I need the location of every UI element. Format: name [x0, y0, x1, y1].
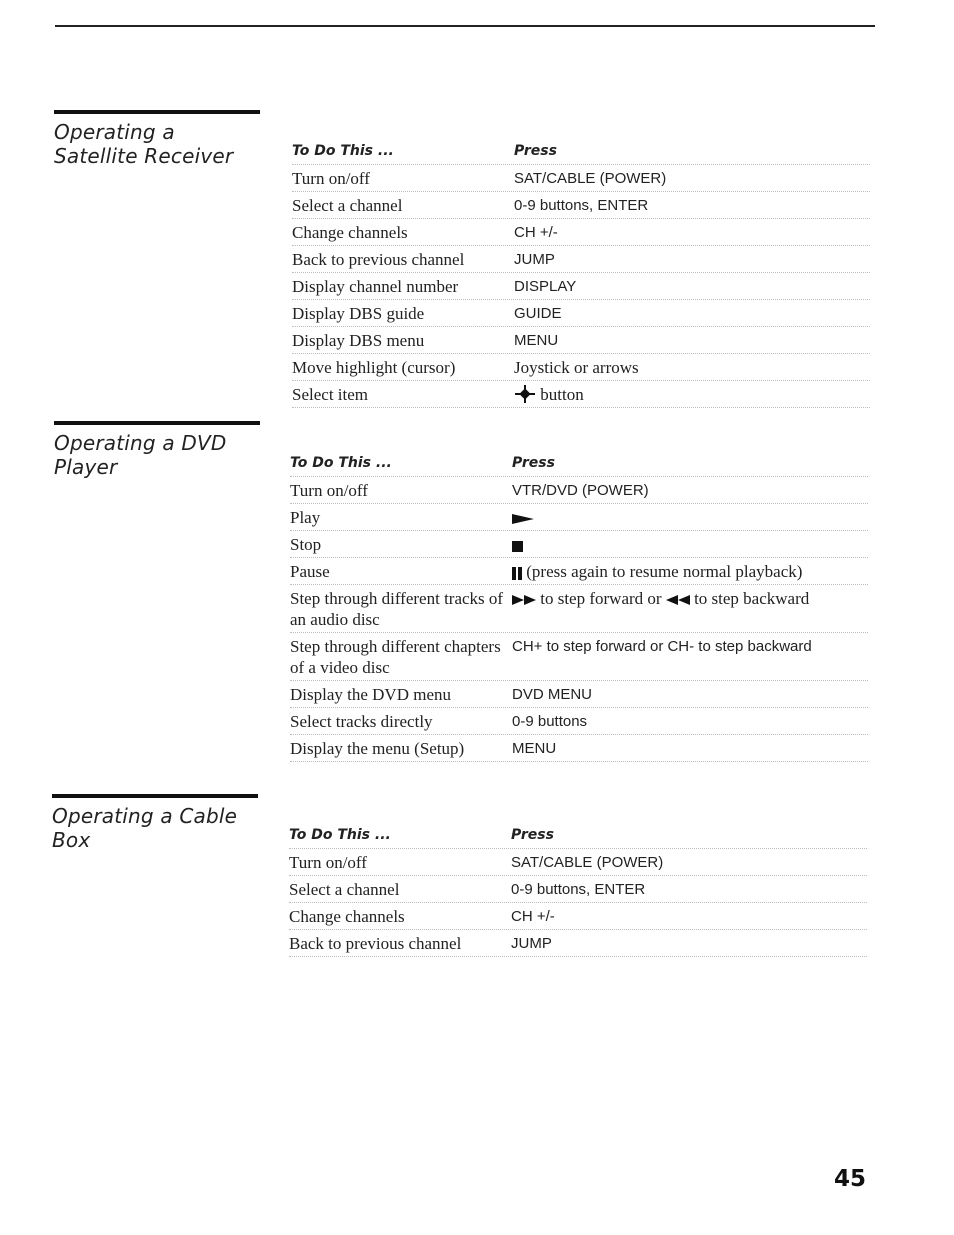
- col-header-action: To Do This ...: [290, 455, 392, 471]
- row-action: Select item: [292, 385, 369, 404]
- row-press: JUMP: [511, 935, 552, 952]
- stop-square-icon: [512, 541, 523, 552]
- row-press: 0-9 buttons: [512, 713, 588, 730]
- row-press: VTR/DVD (POWER): [512, 482, 649, 499]
- row-action: Display DBS menu: [292, 331, 425, 350]
- table-header: [289, 822, 867, 849]
- col-header-press: Press: [514, 143, 557, 159]
- forward-text: to step forward or: [540, 589, 662, 608]
- row-press: SAT/CABLE (POWER): [514, 170, 667, 187]
- rewind-icon: [666, 595, 690, 605]
- cable-table: [289, 822, 867, 957]
- row-action: Turn on/off: [292, 169, 370, 188]
- enter-cross-icon: [514, 385, 536, 403]
- table-row: [292, 273, 870, 300]
- row-press: [512, 504, 868, 530]
- col-header-press: Press: [511, 827, 554, 843]
- row-action: Pause: [290, 562, 330, 581]
- row-press: MENU: [512, 740, 557, 757]
- row-press: DISPLAY: [514, 278, 577, 295]
- table-row: [292, 381, 870, 408]
- table-row: [289, 903, 867, 930]
- table-row: [289, 876, 867, 903]
- row-action: Display the menu (Setup): [290, 739, 465, 758]
- row-action: Back to previous channel: [289, 934, 462, 953]
- row-action: Select a channel: [289, 880, 400, 899]
- table-row: [290, 531, 868, 558]
- table-row: [290, 633, 868, 681]
- table-header: [292, 138, 870, 165]
- row-press: DVD MENU: [512, 686, 593, 703]
- table-row: [290, 681, 868, 708]
- col-header-action: To Do This ...: [292, 143, 394, 159]
- row-action: Back to previous channel: [292, 250, 465, 269]
- row-press: JUMP: [514, 251, 555, 268]
- table-row: [290, 585, 868, 633]
- row-press: [512, 558, 868, 584]
- table-row: [292, 300, 870, 327]
- row-action: Turn on/off: [290, 481, 368, 500]
- row-action: Display channel number: [292, 277, 459, 296]
- pause-bars-icon: [512, 567, 522, 580]
- row-press: [512, 531, 868, 557]
- section-title: Operating a Cable Box: [52, 804, 238, 852]
- row-press: GUIDE: [514, 305, 562, 322]
- row-action: Change channels: [292, 223, 408, 242]
- section-title: Operating a Satellite Receiver: [54, 120, 234, 168]
- row-press: SAT/CABLE (POWER): [511, 854, 664, 871]
- table-row: [290, 708, 868, 735]
- top-rule: [55, 25, 875, 27]
- section-heading: [52, 794, 258, 852]
- table-row: [290, 504, 868, 531]
- table-row: [290, 558, 868, 585]
- section-heading: [54, 110, 260, 168]
- row-action: Move highlight (cursor): [292, 358, 456, 377]
- fast-forward-icon: [512, 595, 536, 605]
- row-action: Change channels: [289, 907, 405, 926]
- backward-text: to step backward: [694, 589, 810, 608]
- row-press: CH+ to step forward or CH- to step backward: [512, 638, 812, 655]
- section-title: Operating a DVD Player: [54, 431, 227, 479]
- row-press: CH +/-: [511, 908, 555, 925]
- table-header: [290, 450, 868, 477]
- row-press: Joystick or arrows: [514, 358, 639, 377]
- col-header-press: Press: [512, 455, 555, 471]
- table-row: [289, 849, 867, 876]
- row-action: Play: [290, 508, 321, 527]
- table-row: [290, 735, 868, 762]
- select-button-label: button: [540, 385, 584, 404]
- section-heading: [54, 421, 260, 479]
- table-row: [292, 192, 870, 219]
- row-action: Step through different chapters of a video disc: [290, 637, 501, 677]
- row-action: Display DBS guide: [292, 304, 425, 323]
- row-press: 0-9 buttons, ENTER: [511, 881, 646, 898]
- page-number: 45: [833, 1166, 866, 1192]
- satellite-table: [292, 138, 870, 408]
- play-triangle-icon: [512, 514, 534, 524]
- row-press: [514, 381, 870, 407]
- row-action: Select a channel: [292, 196, 403, 215]
- pause-note: (press again to resume normal playback): [526, 562, 803, 581]
- table-row: [292, 246, 870, 273]
- row-press: MENU: [514, 332, 559, 349]
- table-row: [292, 354, 870, 381]
- row-press: CH +/-: [514, 224, 558, 241]
- row-press: [512, 585, 868, 632]
- row-action: Turn on/off: [289, 853, 367, 872]
- table-row: [290, 477, 868, 504]
- row-action: Select tracks directly: [290, 712, 433, 731]
- table-row: [289, 930, 867, 957]
- row-action: Stop: [290, 535, 322, 554]
- row-action: Step through different tracks of an audio disc: [290, 589, 504, 629]
- table-row: [292, 327, 870, 354]
- table-row: [292, 165, 870, 192]
- col-header-action: To Do This ...: [289, 827, 391, 843]
- row-press: 0-9 buttons, ENTER: [514, 197, 649, 214]
- dvd-table: [290, 450, 868, 762]
- table-row: [292, 219, 870, 246]
- row-action: Display the DVD menu: [290, 685, 452, 704]
